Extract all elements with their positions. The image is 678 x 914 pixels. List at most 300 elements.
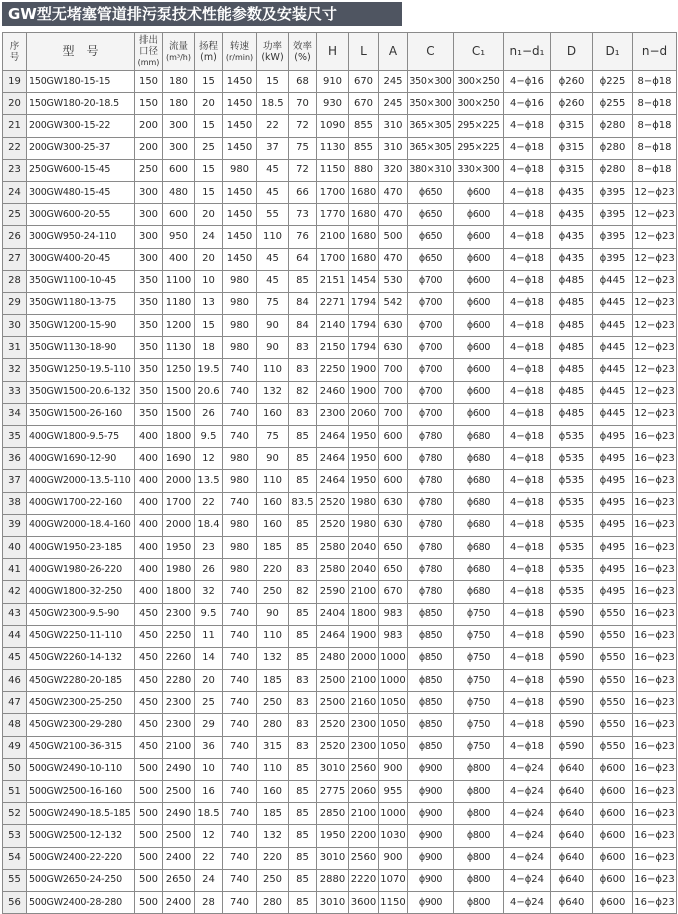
- cell-H: 2590: [317, 581, 349, 603]
- cell-flow: 2000: [163, 470, 195, 492]
- cell-seq: 55: [3, 869, 27, 891]
- cell-model: 450GW2300-25-250: [27, 692, 135, 714]
- cell-A: 630: [379, 315, 408, 337]
- header-eff-line2: (%): [294, 51, 311, 63]
- cell-flow: 2650: [163, 869, 195, 891]
- cell-model: 400GW1700-22-160: [27, 492, 135, 514]
- cell-model: 150GW180-20-18.5: [27, 93, 135, 115]
- cell-H: 2520: [317, 492, 349, 514]
- cell-model: 500GW2500-16-160: [27, 781, 135, 803]
- cell-flow: 2300: [163, 603, 195, 625]
- cell-nd: 16−ϕ23: [633, 692, 677, 714]
- cell-C1: ϕ600: [454, 359, 504, 381]
- header-seq-line2: 号: [9, 51, 20, 63]
- cell-seq: 49: [3, 736, 27, 758]
- cell-flow: 2100: [163, 736, 195, 758]
- cell-C: ϕ900: [408, 758, 454, 780]
- cell-head: 11: [195, 625, 223, 647]
- cell-D1: ϕ495: [593, 514, 633, 536]
- cell-flow: 2300: [163, 714, 195, 736]
- cell-D1: ϕ495: [593, 581, 633, 603]
- cell-seq: 43: [3, 603, 27, 625]
- cell-seq: 51: [3, 781, 27, 803]
- cell-head: 13.5: [195, 470, 223, 492]
- cell-D1: ϕ445: [593, 381, 633, 403]
- cell-model: 350GW1500-20.6-132: [27, 381, 135, 403]
- cell-n1d1: 4−ϕ18: [504, 270, 551, 292]
- cell-flow: 600: [163, 204, 195, 226]
- cell-n1d1: 4−ϕ18: [504, 315, 551, 337]
- cell-model: 150GW180-15-15: [27, 71, 135, 93]
- cell-model: 200GW300-15-22: [27, 115, 135, 137]
- cell-D: ϕ590: [551, 647, 593, 669]
- cell-D: ϕ590: [551, 603, 593, 625]
- cell-H: 1130: [317, 137, 349, 159]
- cell-model: 450GW2300-9.5-90: [27, 603, 135, 625]
- cell-power: 110: [257, 359, 289, 381]
- cell-eff: 85: [289, 625, 317, 647]
- cell-n1d1: 4−ϕ18: [504, 359, 551, 381]
- cell-D1: ϕ445: [593, 315, 633, 337]
- cell-model: 400GW1800-32-250: [27, 581, 135, 603]
- cell-C: ϕ700: [408, 359, 454, 381]
- cell-seq: 31: [3, 337, 27, 359]
- cell-nd: 16−ϕ23: [633, 803, 677, 825]
- cell-flow: 1130: [163, 337, 195, 359]
- cell-nd: 16−ϕ23: [633, 559, 677, 581]
- cell-speed: 740: [223, 692, 257, 714]
- cell-seq: 29: [3, 292, 27, 314]
- table-row: [3, 137, 677, 159]
- cell-nd: 16−ϕ23: [633, 536, 677, 558]
- table-row: [3, 625, 677, 647]
- cell-C: ϕ850: [408, 692, 454, 714]
- cell-model: 450GW2260-14-132: [27, 647, 135, 669]
- table-row: [3, 470, 677, 492]
- cell-bore: 500: [135, 869, 163, 891]
- cell-power: 110: [257, 758, 289, 780]
- cell-head: 18.5: [195, 803, 223, 825]
- cell-C1: ϕ680: [454, 448, 504, 470]
- cell-head: 10: [195, 758, 223, 780]
- cell-nd: 12−ϕ23: [633, 337, 677, 359]
- cell-A: 500: [379, 226, 408, 248]
- cell-n1d1: 4−ϕ18: [504, 448, 551, 470]
- cell-nd: 8−ϕ18: [633, 93, 677, 115]
- cell-C1: ϕ680: [454, 559, 504, 581]
- table-header-row: [3, 33, 677, 71]
- cell-D: ϕ485: [551, 381, 593, 403]
- cell-A: 542: [379, 292, 408, 314]
- cell-flow: 1180: [163, 292, 195, 314]
- cell-C1: 300×250: [454, 93, 504, 115]
- header-seq: [3, 33, 27, 71]
- cell-A: 650: [379, 559, 408, 581]
- cell-head: 22: [195, 492, 223, 514]
- cell-seq: 20: [3, 93, 27, 115]
- cell-C1: ϕ680: [454, 581, 504, 603]
- table-row: [3, 426, 677, 448]
- cell-head: 14: [195, 647, 223, 669]
- cell-H: 1770: [317, 204, 349, 226]
- cell-eff: 83: [289, 337, 317, 359]
- cell-eff: 85: [289, 781, 317, 803]
- cell-bore: 150: [135, 71, 163, 93]
- cell-A: 900: [379, 847, 408, 869]
- cell-model: 400GW1950-23-185: [27, 536, 135, 558]
- cell-head: 13: [195, 292, 223, 314]
- cell-eff: 85: [289, 426, 317, 448]
- cell-speed: 1450: [223, 71, 257, 93]
- cell-C1: ϕ600: [454, 292, 504, 314]
- cell-C1: ϕ750: [454, 670, 504, 692]
- cell-bore: 200: [135, 115, 163, 137]
- cell-eff: 83: [289, 692, 317, 714]
- cell-flow: 2300: [163, 692, 195, 714]
- cell-power: 220: [257, 847, 289, 869]
- cell-D: ϕ640: [551, 781, 593, 803]
- cell-nd: 16−ϕ23: [633, 847, 677, 869]
- cell-D: ϕ260: [551, 71, 593, 93]
- cell-D: ϕ315: [551, 137, 593, 159]
- header-eff: [289, 33, 317, 71]
- cell-speed: 980: [223, 536, 257, 558]
- cell-n1d1: 4−ϕ18: [504, 736, 551, 758]
- cell-n1d1: 4−ϕ18: [504, 514, 551, 536]
- cell-eff: 70: [289, 93, 317, 115]
- cell-bore: 400: [135, 426, 163, 448]
- cell-head: 20.6: [195, 381, 223, 403]
- cell-nd: 12−ϕ23: [633, 381, 677, 403]
- cell-bore: 500: [135, 781, 163, 803]
- cell-head: 23: [195, 536, 223, 558]
- cell-H: 2880: [317, 869, 349, 891]
- cell-D: ϕ535: [551, 426, 593, 448]
- cell-H: 3010: [317, 758, 349, 780]
- cell-power: 18.5: [257, 93, 289, 115]
- cell-C1: ϕ800: [454, 803, 504, 825]
- cell-power: 45: [257, 181, 289, 203]
- cell-C: ϕ900: [408, 825, 454, 847]
- cell-n1d1: 4−ϕ18: [504, 403, 551, 425]
- cell-L: 1454: [349, 270, 379, 292]
- cell-flow: 950: [163, 226, 195, 248]
- table-row: [3, 93, 677, 115]
- cell-bore: 300: [135, 204, 163, 226]
- cell-bore: 300: [135, 248, 163, 270]
- cell-H: 2500: [317, 670, 349, 692]
- cell-eff: 85: [289, 603, 317, 625]
- cell-D1: ϕ445: [593, 270, 633, 292]
- cell-D1: ϕ395: [593, 181, 633, 203]
- cell-speed: 1450: [223, 181, 257, 203]
- cell-seq: 42: [3, 581, 27, 603]
- table-row: [3, 869, 677, 891]
- cell-model: 400GW1690-12-90: [27, 448, 135, 470]
- cell-speed: 980: [223, 315, 257, 337]
- cell-nd: 16−ϕ23: [633, 514, 677, 536]
- cell-A: 1030: [379, 825, 408, 847]
- cell-L: 2060: [349, 403, 379, 425]
- cell-H: 1700: [317, 181, 349, 203]
- table-row: [3, 159, 677, 181]
- header-seq-line1: 序: [9, 40, 20, 52]
- cell-n1d1: 4−ϕ18: [504, 625, 551, 647]
- header-H: H: [317, 33, 349, 71]
- cell-power: 220: [257, 559, 289, 581]
- cell-bore: 500: [135, 847, 163, 869]
- cell-D: ϕ535: [551, 581, 593, 603]
- cell-speed: 740: [223, 825, 257, 847]
- cell-seq: 30: [3, 315, 27, 337]
- cell-n1d1: 4−ϕ18: [504, 559, 551, 581]
- cell-eff: 76: [289, 226, 317, 248]
- cell-flow: 2000: [163, 514, 195, 536]
- cell-eff: 83: [289, 403, 317, 425]
- cell-D1: ϕ445: [593, 292, 633, 314]
- cell-nd: 16−ϕ23: [633, 736, 677, 758]
- cell-speed: 740: [223, 869, 257, 891]
- cell-model: 400GW1800-9.5-75: [27, 426, 135, 448]
- cell-speed: 740: [223, 492, 257, 514]
- cell-speed: 740: [223, 581, 257, 603]
- cell-flow: 180: [163, 71, 195, 93]
- cell-model: 250GW600-15-45: [27, 159, 135, 181]
- cell-D1: ϕ280: [593, 115, 633, 137]
- cell-bore: 400: [135, 470, 163, 492]
- cell-power: 160: [257, 514, 289, 536]
- cell-eff: 85: [289, 825, 317, 847]
- cell-head: 18: [195, 337, 223, 359]
- cell-power: 185: [257, 536, 289, 558]
- cell-C1: ϕ680: [454, 536, 504, 558]
- cell-A: 1000: [379, 803, 408, 825]
- cell-C1: ϕ600: [454, 337, 504, 359]
- cell-eff: 85: [289, 803, 317, 825]
- cell-model: 450GW2250-11-110: [27, 625, 135, 647]
- cell-C1: ϕ600: [454, 248, 504, 270]
- cell-power: 132: [257, 825, 289, 847]
- cell-n1d1: 4−ϕ18: [504, 714, 551, 736]
- cell-D1: ϕ395: [593, 226, 633, 248]
- cell-C: ϕ850: [408, 625, 454, 647]
- cell-D: ϕ485: [551, 270, 593, 292]
- cell-bore: 350: [135, 270, 163, 292]
- cell-D1: ϕ550: [593, 670, 633, 692]
- cell-D: ϕ590: [551, 692, 593, 714]
- cell-eff: 85: [289, 536, 317, 558]
- cell-C1: ϕ800: [454, 758, 504, 780]
- cell-bore: 450: [135, 736, 163, 758]
- cell-bore: 300: [135, 181, 163, 203]
- cell-seq: 56: [3, 891, 27, 913]
- cell-eff: 82: [289, 581, 317, 603]
- cell-power: 160: [257, 403, 289, 425]
- cell-C1: ϕ600: [454, 270, 504, 292]
- cell-C: ϕ780: [408, 492, 454, 514]
- cell-C: ϕ780: [408, 536, 454, 558]
- cell-flow: 1200: [163, 315, 195, 337]
- cell-model: 500GW2400-28-280: [27, 891, 135, 913]
- cell-nd: 16−ϕ23: [633, 869, 677, 891]
- table-row: [3, 71, 677, 93]
- cell-C: 365×305: [408, 115, 454, 137]
- cell-A: 700: [379, 359, 408, 381]
- cell-model: 450GW2300-29-280: [27, 714, 135, 736]
- cell-D1: ϕ550: [593, 603, 633, 625]
- cell-nd: 16−ϕ23: [633, 758, 677, 780]
- cell-D: ϕ535: [551, 536, 593, 558]
- cell-power: 132: [257, 647, 289, 669]
- cell-power: 250: [257, 581, 289, 603]
- cell-A: 470: [379, 204, 408, 226]
- cell-speed: 980: [223, 337, 257, 359]
- cell-flow: 1250: [163, 359, 195, 381]
- cell-seq: 48: [3, 714, 27, 736]
- cell-C: ϕ700: [408, 403, 454, 425]
- cell-model: 450GW2100-36-315: [27, 736, 135, 758]
- cell-D: ϕ315: [551, 115, 593, 137]
- cell-D1: ϕ395: [593, 204, 633, 226]
- cell-head: 20: [195, 204, 223, 226]
- table-body: [3, 71, 677, 914]
- header-speed-line1: 转速: [229, 40, 249, 52]
- cell-A: 630: [379, 492, 408, 514]
- cell-A: 1050: [379, 714, 408, 736]
- cell-seq: 39: [3, 514, 27, 536]
- cell-L: 2000: [349, 647, 379, 669]
- cell-head: 36: [195, 736, 223, 758]
- header-bore-line3: (mm): [137, 58, 160, 67]
- cell-flow: 1700: [163, 492, 195, 514]
- cell-D1: ϕ495: [593, 426, 633, 448]
- cell-flow: 1800: [163, 426, 195, 448]
- table-row: [3, 204, 677, 226]
- header-D: D: [551, 33, 593, 71]
- cell-C1: 295×225: [454, 137, 504, 159]
- cell-eff: 73: [289, 204, 317, 226]
- cell-seq: 44: [3, 625, 27, 647]
- cell-seq: 34: [3, 403, 27, 425]
- cell-model: 300GW600-20-55: [27, 204, 135, 226]
- cell-C: ϕ700: [408, 315, 454, 337]
- table-row: [3, 670, 677, 692]
- cell-head: 22: [195, 847, 223, 869]
- cell-speed: 980: [223, 159, 257, 181]
- cell-L: 1680: [349, 248, 379, 270]
- header-L: L: [349, 33, 379, 71]
- cell-speed: 1450: [223, 226, 257, 248]
- cell-head: 26: [195, 559, 223, 581]
- spec-table-container: [2, 32, 676, 914]
- cell-D: ϕ640: [551, 758, 593, 780]
- cell-speed: 740: [223, 625, 257, 647]
- cell-D1: ϕ550: [593, 736, 633, 758]
- cell-D1: ϕ550: [593, 625, 633, 647]
- cell-bore: 500: [135, 803, 163, 825]
- cell-speed: 980: [223, 292, 257, 314]
- cell-C: ϕ780: [408, 426, 454, 448]
- cell-power: 90: [257, 315, 289, 337]
- cell-bore: 350: [135, 292, 163, 314]
- cell-power: 45: [257, 248, 289, 270]
- cell-C1: ϕ800: [454, 891, 504, 913]
- cell-D: ϕ590: [551, 736, 593, 758]
- cell-model: 350GW1500-26-160: [27, 403, 135, 425]
- cell-n1d1: 4−ϕ18: [504, 248, 551, 270]
- cell-n1d1: 4−ϕ24: [504, 869, 551, 891]
- cell-L: 1680: [349, 181, 379, 203]
- cell-power: 45: [257, 159, 289, 181]
- cell-power: 90: [257, 603, 289, 625]
- cell-n1d1: 4−ϕ18: [504, 204, 551, 226]
- cell-A: 983: [379, 603, 408, 625]
- table-row: [3, 781, 677, 803]
- table-row: [3, 381, 677, 403]
- cell-nd: 12−ϕ23: [633, 292, 677, 314]
- cell-D1: ϕ495: [593, 448, 633, 470]
- cell-C: 350×300: [408, 93, 454, 115]
- cell-eff: 85: [289, 270, 317, 292]
- cell-C: ϕ900: [408, 869, 454, 891]
- cell-flow: 2260: [163, 647, 195, 669]
- cell-seq: 27: [3, 248, 27, 270]
- cell-model: 200GW300-25-37: [27, 137, 135, 159]
- cell-speed: 1450: [223, 204, 257, 226]
- cell-n1d1: 4−ϕ18: [504, 381, 551, 403]
- cell-n1d1: 4−ϕ16: [504, 71, 551, 93]
- cell-C: ϕ700: [408, 270, 454, 292]
- cell-A: 700: [379, 403, 408, 425]
- cell-model: 300GW480-15-45: [27, 181, 135, 203]
- cell-D1: ϕ600: [593, 869, 633, 891]
- cell-C: ϕ900: [408, 891, 454, 913]
- cell-nd: 8−ϕ18: [633, 71, 677, 93]
- cell-C1: ϕ750: [454, 647, 504, 669]
- cell-bore: 300: [135, 226, 163, 248]
- cell-speed: 740: [223, 359, 257, 381]
- cell-A: 650: [379, 536, 408, 558]
- cell-C1: ϕ800: [454, 869, 504, 891]
- cell-flow: 600: [163, 159, 195, 181]
- cell-eff: 83: [289, 736, 317, 758]
- cell-A: 1000: [379, 670, 408, 692]
- cell-head: 24: [195, 869, 223, 891]
- cell-flow: 2490: [163, 758, 195, 780]
- cell-A: 670: [379, 581, 408, 603]
- cell-power: 22: [257, 115, 289, 137]
- cell-H: 1700: [317, 248, 349, 270]
- cell-eff: 72: [289, 159, 317, 181]
- cell-n1d1: 4−ϕ18: [504, 226, 551, 248]
- cell-D1: ϕ600: [593, 891, 633, 913]
- cell-C1: ϕ800: [454, 781, 504, 803]
- cell-seq: 41: [3, 559, 27, 581]
- cell-seq: 53: [3, 825, 27, 847]
- cell-A: 1150: [379, 891, 408, 913]
- cell-D1: ϕ600: [593, 758, 633, 780]
- cell-head: 9.5: [195, 426, 223, 448]
- cell-n1d1: 4−ϕ18: [504, 115, 551, 137]
- cell-n1d1: 4−ϕ18: [504, 337, 551, 359]
- cell-L: 1680: [349, 226, 379, 248]
- cell-H: 2480: [317, 647, 349, 669]
- cell-L: 2200: [349, 825, 379, 847]
- cell-flow: 1980: [163, 559, 195, 581]
- cell-speed: 1450: [223, 93, 257, 115]
- cell-eff: 85: [289, 869, 317, 891]
- cell-model: 500GW2490-10-110: [27, 758, 135, 780]
